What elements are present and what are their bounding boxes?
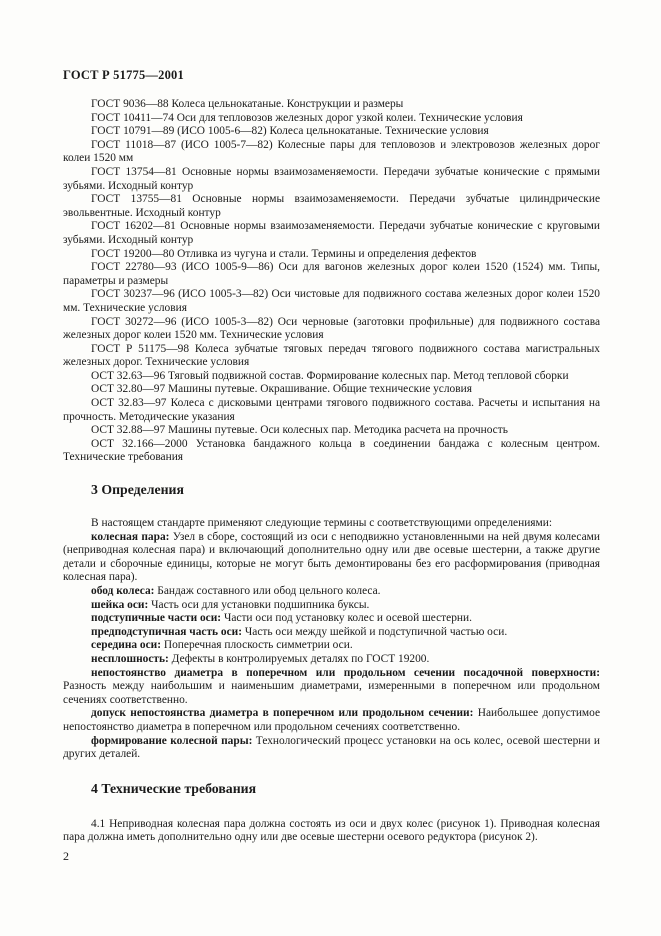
definition-term: обод колеса: [91,585,155,597]
definition-term: шейка оси: [91,598,149,611]
reference-item: ОСТ 32.166—2000 Установка бандажного кольца в соединении бандажа с колесным центром. Технические требования [63,437,600,464]
reference-item: ОСТ 32.83—97 Колеса с дисковыми центрами тягового подвижного состава. Расчеты и испытания на прочность. Методические указания [63,397,600,423]
reference-item: ГОСТ 30237—96 (ИСО 1005-3—82) Оси чистовые для подвижного состава железных дорог колеи 1520 мм. Технические условия [63,288,600,314]
reference-item: ОСТ 32.80—97 Машины путевые. Окрашивание. Общие технические условия [91,383,472,396]
reference-list [63,98,600,465]
reference-item: ГОСТ 22780—93 (ИСО 1005-9—86) Оси для вагонов железных дорог колеи 1520 (1524) мм. Типы, параметры и размеры [63,261,600,287]
definition-term: колесная пара: [91,530,170,543]
definition-text: Наибольшее допустимое непостоянство диаметра в поперечном или продольном сечениях соответственно. [63,707,601,733]
requirement-paragraph: 4.1 Неприводная колесная пара должна состоять из оси и двух колес (рисунок 1). Приводная колесная пара должна иметь дополнительно одну или две осевые шестерни осевого редуктора (рисунок 2). [63,817,600,844]
definition-item [63,735,600,762]
definition-term: непостоянство диаметра в поперечном или продольном сечении посадочной поверхности: [91,666,600,679]
definition-item [63,667,600,708]
definition-item [63,585,600,599]
section-4-title: 4 Технические требования [91,780,257,796]
reference-item: ГОСТ 30272—96 (ИСО 1005-3—82) Оси черновые (заготовки профильные) для подвижного состава железных дорог колеи 1520 мм. Технические условия [63,315,600,342]
definition-text: Часть оси между шейкой и подступичной частью оси. [242,625,508,638]
reference-item: ГОСТ Р 51175—98 Колеса зубчатые тяговых передач тягового подвижного состава магистральных железных дорог. Технические условия [63,342,600,369]
definition-text: Части оси под установку колес и осевой шестерни. [221,612,472,625]
definition-term: несплошность: [91,652,169,665]
definition-item [63,639,600,653]
definition-term: допуск непостоянства диаметра в поперечном или продольном сечении: [91,707,474,720]
definition-text: Дефекты в контролируемых деталях по ГОСТ 19200. [168,652,430,665]
definition-text: Часть оси для установки подшипника буксы. [148,598,370,611]
definition-text: Бандаж составного или обод цельного колеса. [154,585,381,597]
reference-item: ГОСТ 10411—74 Оси для тепловозов железных дорог узкой колеи. Технические условия [91,111,523,124]
definition-item [63,653,600,667]
reference-item: ГОСТ 10791—89 (ИСО 1005-6—82) Колеса цельнокатаные. Технические условия [91,125,489,138]
reference-item: ГОСТ 13754—81 Основные нормы взаимозаменяемости. Передачи зубчатые конические с прямыми зубьями. Исходный контур [63,165,600,192]
definition-term: предподступичная часть оси: [91,625,243,638]
definition-text: Разность между наибольшим и наименьшим диаметрами, измеренными в поперечном или продольном сечениях соответственно. [63,680,600,706]
definition-term: формирование колесной пары: [91,734,253,747]
definition-term: подступичные части оси: [91,612,222,625]
reference-item: ГОСТ 11018—87 (ИСО 1005-7—82) Колесные пары для тепловозов и электровозов железных дорог колеи 1520 мм [63,138,600,165]
definition-item [63,599,600,613]
definition-text: Поперечная плоскость симметрии оси. [161,639,353,652]
definitions-intro: В настоящем стандарте применяют следующие термины с соответствующими определениями: [91,517,553,530]
section-3-title: 3 Определения [91,482,184,498]
reference-item: ГОСТ 13755—81 Основные нормы взаимозаменяемости. Передачи зубчатые цилиндрические эвольвентные. Исходный контур [63,193,600,219]
definition-text: Технологический процесс установки на ось колес, осевой шестерни и других деталей. [63,734,601,761]
reference-item: ГОСТ 19200—80 Отливка из чугуна и стали. Термины и определения дефектов [91,247,477,260]
definition-item [63,707,600,734]
reference-item: ГОСТ 16202—81 Основные нормы взаимозаменяемости. Передачи зубчатые конические с круговыми зубьями. Исходный контур [63,220,600,246]
reference-item: ОСТ 32.88—97 Машины путевые. Оси колесных пар. Методика расчета на прочность [91,424,508,437]
definition-text: Узел в сборе, состоящий из оси с неподвижно установленными на ней двумя колесами (неприводная колесная пара) и включающий дополнительно одну или две осевые шестерни, а также другие детали и сборочные единицы, которые не могут быть демонтированы без его расформирования (приводная колесная пара). [63,530,600,584]
document-header: ГОСТ Р 51775—2001 [63,68,184,82]
definition-item [63,612,600,626]
reference-item: ОСТ 32.63—96 Тяговый подвижной состав. Формирование колесных пар. Метод тепловой сборки [91,369,569,382]
page-number: 2 [63,849,69,863]
definitions-section [63,517,600,762]
definition-item [63,626,600,640]
reference-item: ГОСТ 9036—88 Колеса цельнокатаные. Конструкции и размеры [91,98,404,110]
document-body [63,98,600,845]
definition-item [63,531,600,585]
definition-term: середина оси: [91,639,162,652]
